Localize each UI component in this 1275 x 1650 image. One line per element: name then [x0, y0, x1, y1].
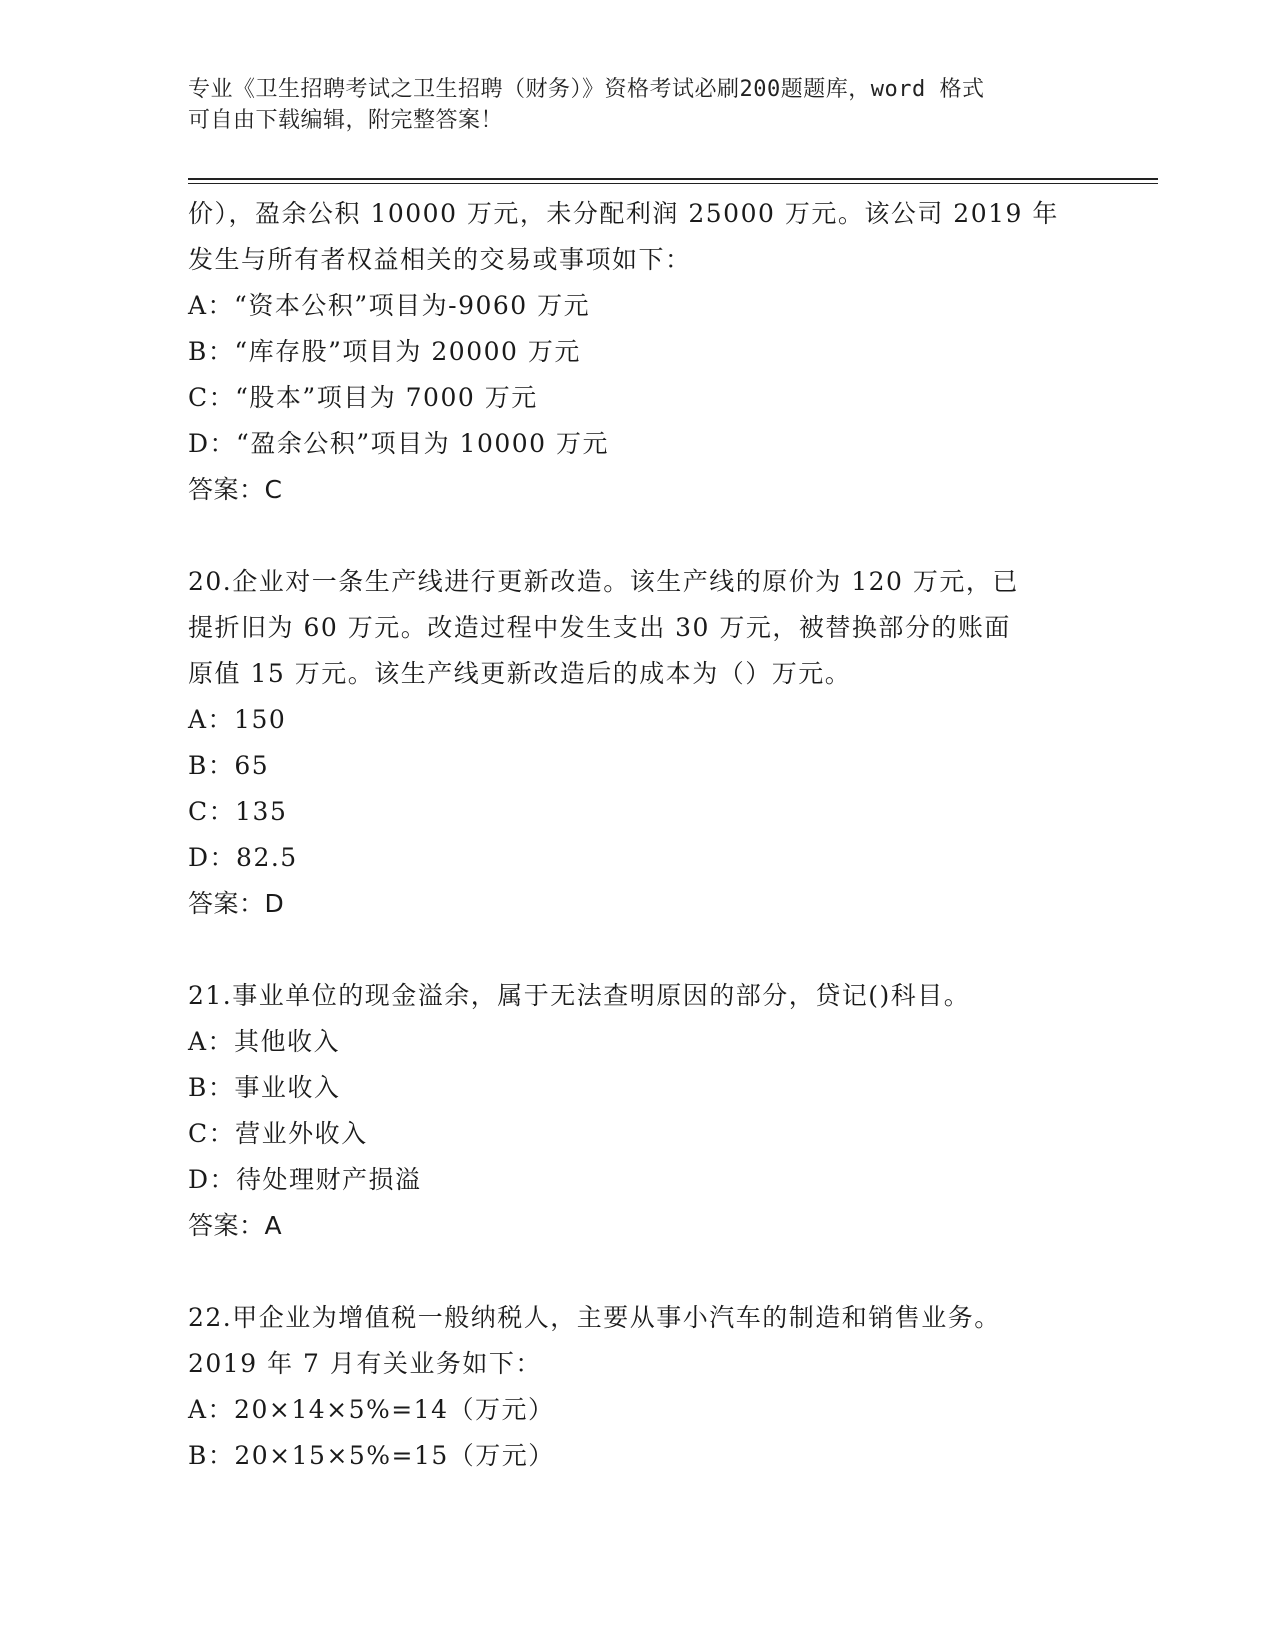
option-b: B：“库存股”项目为 20000 万元	[188, 337, 581, 366]
option-d: D：“盈余公积”项目为 10000 万元	[188, 429, 610, 458]
header-title-line-2: 可自由下载编辑，附完整答案！	[188, 108, 504, 133]
option-b: B：20×15×5%=15（万元）	[188, 1441, 555, 1470]
option-a: A：150	[188, 705, 287, 734]
question-text-line: 22.甲企业为增值税一般纳税人，主要从事小汽车的制造和销售业务。	[188, 1303, 1001, 1332]
question-text-line: 提折旧为 60 万元。改造过程中发生支出 30 万元，被替换部分的账面	[188, 613, 1011, 642]
option-b: B：65	[188, 751, 270, 780]
option-a: A：其他收入	[188, 1027, 341, 1056]
spacer	[188, 927, 1088, 973]
header-title-line-1: 专业《卫生招聘考试之卫生招聘（财务）》资格考试必刷200题题库，word 格式	[188, 77, 985, 102]
document-body	[188, 191, 1088, 1479]
option-c: C：135	[188, 797, 288, 826]
option-d: D：待处理财产损溢	[188, 1165, 422, 1194]
option-a: A：20×14×5%=14（万元）	[188, 1395, 555, 1424]
option-c: C：“股本”项目为 7000 万元	[188, 383, 538, 412]
question-text-line: 2019 年 7 月有关业务如下：	[188, 1349, 542, 1378]
option-c: C：营业外收入	[188, 1119, 368, 1148]
question-20	[188, 559, 1088, 927]
question-text-line: 发生与所有者权益相关的交易或事项如下：	[188, 245, 692, 274]
question-text-line: 21.事业单位的现金溢余，属于无法查明原因的部分，贷记()科目。	[188, 981, 971, 1010]
header-divider-thin	[188, 183, 1158, 184]
question-text-line: 20.企业对一条生产线进行更新改造。该生产线的原价为 120 万元，已	[188, 567, 1019, 596]
question-text-line: 价），盈余公积 10000 万元，未分配利润 25000 万元。该公司 2019 年	[188, 199, 1059, 228]
option-b: B：事业收入	[188, 1073, 341, 1102]
spacer	[188, 1249, 1088, 1295]
option-a: A：“资本公积”项目为-9060 万元	[188, 291, 591, 320]
document-header	[188, 74, 1088, 136]
question-21	[188, 973, 1088, 1249]
question-22	[188, 1295, 1088, 1479]
option-d: D：82.5	[188, 843, 298, 872]
answer-line: 答案：A	[188, 1211, 283, 1240]
question-text-line: 原值 15 万元。该生产线更新改造后的成本为（）万元。	[188, 659, 852, 688]
spacer	[188, 513, 1088, 559]
answer-line: 答案：D	[188, 889, 285, 918]
answer-line: 答案：C	[188, 475, 283, 504]
header-divider-thick	[188, 178, 1158, 180]
question-19-continuation	[188, 191, 1088, 513]
